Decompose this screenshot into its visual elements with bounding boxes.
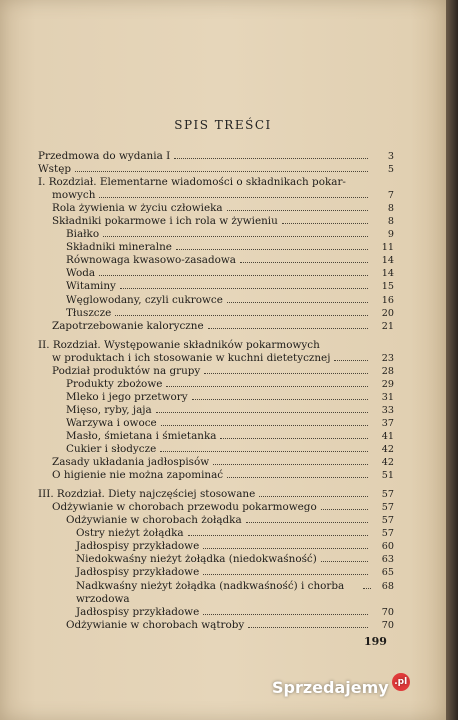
toc-entry-page: 70 bbox=[381, 619, 394, 631]
dot-leader bbox=[220, 438, 368, 439]
toc-entry bbox=[38, 228, 394, 241]
toc-entry-title: Składniki mineralne bbox=[66, 241, 172, 254]
toc-entry-page: 15 bbox=[381, 281, 394, 293]
toc-entry bbox=[38, 307, 394, 320]
toc-entry bbox=[38, 365, 394, 378]
toc-entry-title: Odżywianie w chorobach przewodu pokarmowego bbox=[52, 501, 317, 514]
page-edge bbox=[446, 0, 458, 720]
toc-entry-title: Składniki pokarmowe i ich rola w żywieniu bbox=[52, 215, 278, 228]
toc-entry bbox=[38, 606, 394, 619]
toc-entry-page: 37 bbox=[381, 417, 394, 429]
toc-entry-title: Warzywa i owoce bbox=[66, 416, 157, 429]
toc-entry-title: mowych bbox=[52, 189, 96, 202]
dot-leader bbox=[203, 614, 368, 615]
toc-entry-title: Białko bbox=[66, 228, 100, 241]
dot-leader bbox=[259, 496, 368, 497]
toc-entry-title: III. Rozdział. Diety najczęściej stosowane bbox=[38, 488, 256, 501]
table-of-contents bbox=[38, 150, 394, 632]
dot-leader bbox=[213, 464, 368, 465]
toc-entry bbox=[38, 294, 394, 307]
toc-entry-title: Równowaga kwasowo-zasadowa bbox=[66, 254, 236, 267]
toc-entry-page: 57 bbox=[381, 502, 394, 514]
toc-entry-page: 57 bbox=[381, 528, 394, 540]
toc-entry-page: 42 bbox=[381, 457, 394, 469]
dot-leader bbox=[75, 171, 368, 172]
toc-entry bbox=[38, 320, 394, 333]
dot-leader bbox=[166, 386, 368, 387]
toc-entry bbox=[38, 443, 394, 456]
toc-entry-title: II. Rozdział. Występowanie składników pokarmowych bbox=[38, 338, 320, 351]
toc-entry bbox=[38, 189, 394, 202]
toc-entry bbox=[38, 163, 394, 176]
toc-entry-title: Mleko i jego przetwory bbox=[66, 390, 188, 403]
page-number: 199 bbox=[364, 635, 387, 648]
toc-entry-title: Jadłospisy przykładowe bbox=[76, 540, 200, 553]
dot-leader bbox=[203, 574, 368, 575]
toc-entry-page: 60 bbox=[381, 541, 394, 553]
toc-entry-page: 14 bbox=[381, 255, 394, 267]
toc-entry bbox=[38, 267, 394, 280]
dot-leader bbox=[203, 548, 368, 549]
toc-entry-page: 7 bbox=[387, 190, 394, 202]
toc-entry bbox=[38, 202, 394, 215]
toc-entry-title: Witaminy bbox=[66, 280, 116, 293]
dot-leader bbox=[188, 535, 368, 536]
toc-entry-title: Odżywianie w chorobach żołądka bbox=[66, 514, 242, 527]
toc-entry-page: 57 bbox=[381, 489, 394, 501]
toc-entry-title: Produkty zbożowe bbox=[66, 377, 163, 390]
dot-leader bbox=[227, 210, 368, 211]
toc-entry-title: Przedmowa do wydania I bbox=[38, 150, 171, 162]
watermark-badge: .pl bbox=[392, 673, 410, 691]
dot-leader bbox=[363, 588, 371, 589]
toc-entry bbox=[38, 553, 394, 566]
toc-entry-title: Mięso, ryby, jaja bbox=[66, 403, 152, 416]
toc-entry bbox=[38, 254, 394, 267]
watermark-logo bbox=[272, 669, 432, 705]
toc-entry-title: Nadkwaśny nieżyt żołądka (nadkwaśność) i chorba wrzodowa bbox=[76, 579, 345, 605]
toc-entry bbox=[38, 339, 394, 352]
toc-entry-title: Masło, śmietana i śmietanka bbox=[66, 429, 217, 442]
dot-leader bbox=[321, 561, 368, 562]
toc-entry-title: Zasady układania jadłospisów bbox=[52, 456, 210, 469]
dot-leader bbox=[161, 425, 368, 426]
toc-entry-title: Rola żywienia w życiu człowieka bbox=[52, 202, 223, 215]
toc-entry-page: 57 bbox=[381, 515, 394, 527]
dot-leader bbox=[227, 302, 368, 303]
toc-entry-title: Zapotrzebowanie kaloryczne bbox=[52, 319, 204, 332]
toc-entry bbox=[38, 215, 394, 228]
toc-entry bbox=[38, 501, 394, 514]
dot-leader bbox=[192, 399, 368, 400]
toc-entry-page: 63 bbox=[381, 554, 394, 566]
toc-entry-page: 28 bbox=[381, 365, 394, 377]
toc-entry-page: 41 bbox=[381, 430, 394, 442]
toc-entry-page: 51 bbox=[381, 470, 394, 482]
toc-entry-page: 3 bbox=[387, 151, 394, 162]
dot-leader bbox=[282, 223, 368, 224]
dot-leader bbox=[99, 197, 368, 198]
dot-leader bbox=[176, 249, 368, 250]
toc-entry bbox=[38, 527, 394, 540]
toc-entry-title: Ostry nieżyt żołądka bbox=[76, 527, 184, 540]
dot-leader bbox=[156, 412, 368, 413]
toc-entry bbox=[38, 430, 394, 443]
toc-entry-title: Tłuszcze bbox=[66, 306, 112, 319]
toc-entry bbox=[38, 378, 394, 391]
toc-entry bbox=[38, 566, 394, 579]
dot-leader bbox=[204, 373, 368, 374]
dot-leader bbox=[174, 158, 368, 159]
dot-leader bbox=[321, 509, 368, 510]
dot-leader bbox=[115, 315, 368, 316]
toc-entry bbox=[38, 514, 394, 527]
toc-entry-page: 9 bbox=[387, 229, 394, 241]
dot-leader bbox=[227, 477, 368, 478]
toc-entry-page: 70 bbox=[381, 606, 394, 618]
toc-entry bbox=[38, 456, 394, 469]
dot-leader bbox=[208, 328, 368, 329]
toc-entry-page: 42 bbox=[381, 444, 394, 456]
toc-title: SPIS TREŚCI bbox=[174, 118, 272, 132]
toc-entry bbox=[38, 580, 394, 606]
toc-entry-page: 8 bbox=[387, 203, 394, 215]
toc-entry-page: 29 bbox=[381, 378, 394, 390]
toc-entry-title: Niedokwaśny nieżyt żołądka (niedokwaśność) bbox=[76, 553, 317, 566]
dot-leader bbox=[246, 522, 368, 523]
toc-entry bbox=[38, 619, 394, 632]
dot-leader bbox=[248, 627, 368, 628]
toc-entry bbox=[38, 417, 394, 430]
toc-entry-page: 65 bbox=[381, 567, 394, 579]
toc-entry bbox=[38, 391, 394, 404]
toc-entry bbox=[38, 352, 394, 365]
toc-entry bbox=[38, 540, 394, 553]
toc-entry-title: Cukier i słodycze bbox=[66, 443, 157, 456]
toc-entry-title: Woda bbox=[66, 267, 96, 280]
toc-entry bbox=[38, 241, 394, 254]
watermark-text: Sprzedajemy bbox=[272, 677, 389, 697]
dot-leader bbox=[99, 275, 368, 276]
toc-entry-page: 8 bbox=[387, 216, 394, 228]
toc-entry bbox=[38, 469, 394, 482]
toc-entry-title: Odżywianie w chorobach wątroby bbox=[66, 618, 245, 631]
toc-entry-title: Jadłospisy przykładowe bbox=[76, 605, 200, 618]
toc-entry-title: Wstęp bbox=[38, 163, 71, 176]
toc-entry-title: Węglowodany, czyli cukrowce bbox=[66, 293, 223, 306]
toc-entry-page: 14 bbox=[381, 268, 394, 280]
toc-entry-title: Podział produktów na grupy bbox=[52, 364, 201, 377]
toc-entry-page: 16 bbox=[381, 294, 394, 306]
toc-entry-page: 33 bbox=[381, 404, 394, 416]
toc-entry-page: 11 bbox=[381, 242, 394, 254]
toc-entry bbox=[38, 150, 394, 163]
toc-entry-title: I. Rozdział. Elementarne wiadomości o składnikach pokar- bbox=[38, 176, 346, 189]
dot-leader bbox=[160, 451, 368, 452]
toc-entry-page: 20 bbox=[381, 307, 394, 319]
dot-leader bbox=[334, 360, 368, 361]
toc-entry-page: 21 bbox=[381, 320, 394, 332]
toc-entry bbox=[38, 176, 394, 189]
toc-entry-page: 23 bbox=[381, 352, 394, 364]
toc-entry bbox=[38, 488, 394, 501]
dot-leader bbox=[103, 236, 368, 237]
toc-entry-title: w produktach i ich stosowanie w kuchni dietetycznej bbox=[52, 351, 331, 364]
toc-entry-title: Jadłospisy przykładowe bbox=[76, 566, 200, 579]
toc-entry-page: 5 bbox=[387, 164, 394, 176]
toc-entry-title: O higienie nie można zapominać bbox=[52, 469, 224, 482]
toc-entry bbox=[38, 280, 394, 293]
dot-leader bbox=[240, 262, 368, 263]
dot-leader bbox=[120, 288, 368, 289]
toc-entry bbox=[38, 404, 394, 417]
toc-entry-page: 31 bbox=[381, 391, 394, 403]
toc-entry-page: 68 bbox=[381, 580, 394, 592]
